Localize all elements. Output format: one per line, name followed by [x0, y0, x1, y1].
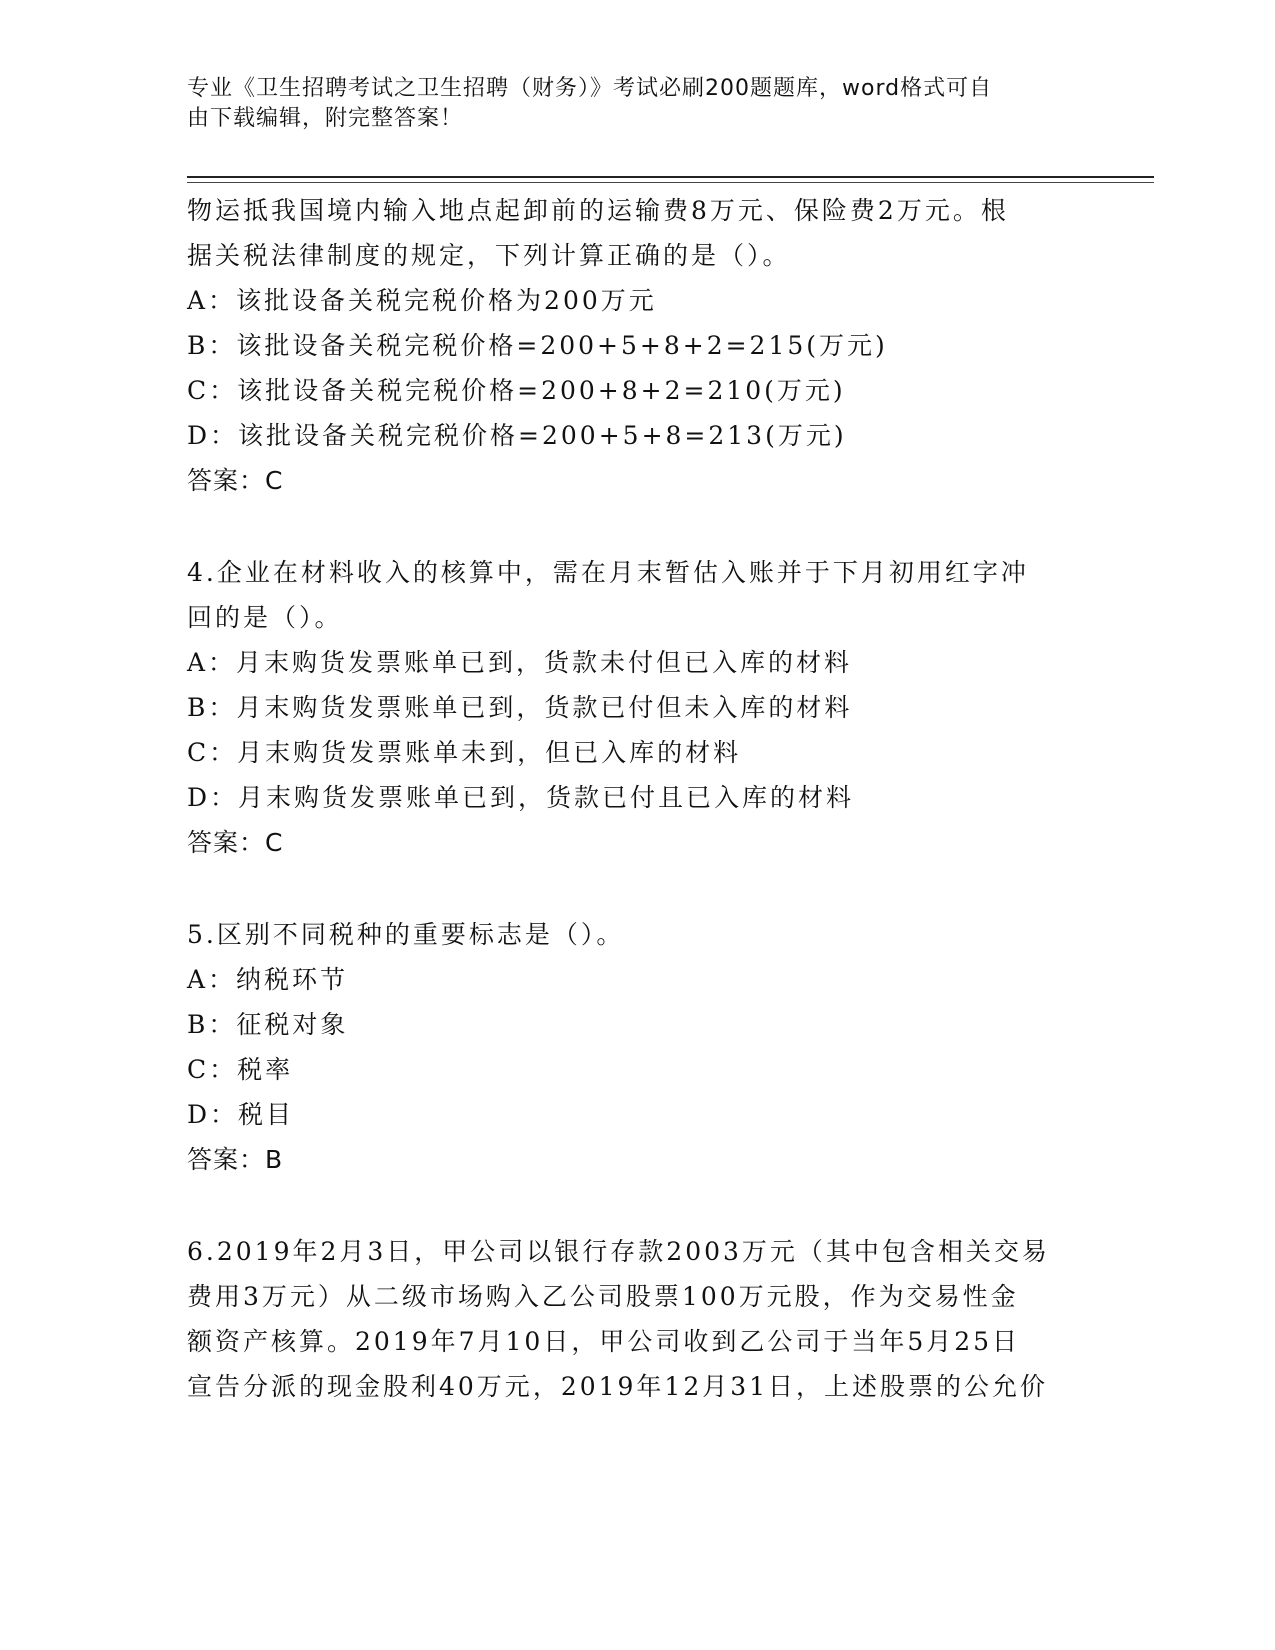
question-5-option-a: A：纳税环节 — [187, 965, 349, 994]
question-3-option-d: D：该批设备关税完税价格=200+5+8=213(万元) — [187, 421, 847, 450]
question-3-option-c: C：该批设备关税完税价格=200+8+2=210(万元) — [187, 376, 846, 405]
question-3-line-2: 据关税法律制度的规定，下列计算正确的是（）。 — [187, 241, 791, 270]
header-rule-thick — [187, 176, 1154, 178]
question-3-option-b: B：该批设备关税完税价格=200+5+8+2=215(万元) — [187, 331, 888, 360]
question-6-line-1: 6.2019年2月3日，甲公司以银行存款2003万元（其中包含相关交易 — [187, 1237, 1050, 1266]
spacer — [187, 865, 1087, 912]
spacer — [187, 503, 1087, 550]
question-5 — [187, 912, 1087, 1182]
question-4-option-a: A：月末购货发票账单已到，货款未付但已入库的材料 — [187, 648, 853, 677]
question-3-answer: 答案：C — [187, 466, 284, 495]
document-body — [187, 188, 1087, 1409]
question-6 — [187, 1229, 1087, 1409]
question-5-option-d: D：税目 — [187, 1100, 295, 1129]
question-6-line-3: 额资产核算。2019年7月10日，甲公司收到乙公司于当年5月25日 — [187, 1327, 1021, 1356]
question-4-line-1: 4.企业在材料收入的核算中，需在月末暂估入账并于下月初用红字冲 — [187, 558, 1029, 587]
spacer — [187, 1182, 1087, 1229]
question-4-line-2: 回的是（）。 — [187, 603, 343, 632]
question-6-line-4: 宣告分派的现金股利40万元，2019年12月31日，上述股票的公允价 — [187, 1372, 1049, 1401]
question-4-option-d: D：月末购货发票账单已到，货款已付且已入库的材料 — [187, 783, 855, 812]
question-3-line-1: 物运抵我国境内输入地点起卸前的运输费8万元、保险费2万元。根 — [187, 196, 1009, 225]
header-line-2: 由下载编辑，附完整答案！ — [187, 106, 464, 131]
question-4-option-c: C：月末购货发票账单未到，但已入库的材料 — [187, 738, 742, 767]
question-3 — [187, 188, 1087, 503]
question-6-line-2: 费用3万元）从二级市场购入乙公司股票100万元股，作为交易性金 — [187, 1282, 1019, 1311]
document-header — [187, 74, 1067, 134]
question-5-answer: 答案：B — [187, 1145, 284, 1174]
question-4 — [187, 550, 1087, 865]
question-5-option-b: B：征税对象 — [187, 1010, 349, 1039]
header-rule-thin — [187, 182, 1154, 183]
question-3-option-a: A：该批设备关税完税价格为200万元 — [187, 286, 657, 315]
question-4-answer: 答案：C — [187, 828, 284, 857]
header-line-1: 专业《卫生招聘考试之卫生招聘（财务）》考试必刷200题题库，word格式可自 — [187, 76, 993, 101]
question-5-option-c: C：税率 — [187, 1055, 294, 1084]
question-5-line-1: 5.区别不同税种的重要标志是（）。 — [187, 920, 625, 949]
question-4-option-b: B：月末购货发票账单已到，货款已付但未入库的材料 — [187, 693, 853, 722]
